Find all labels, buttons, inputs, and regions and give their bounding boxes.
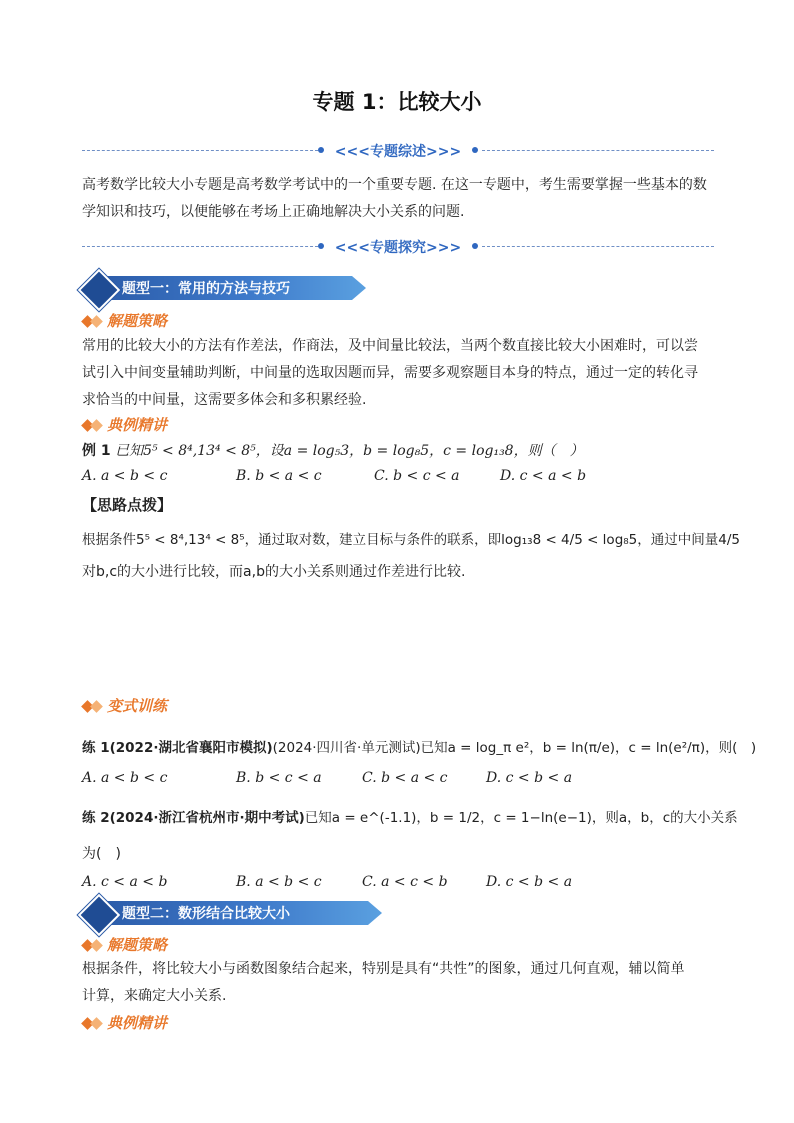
hint-line: 根据条件5⁵ < 8⁴,13⁴ < 8⁵，通过取对数，建立目标与条件的联系，即log₁₃8 < 4/5 < log₈5，通过中间量4/5: [82, 532, 740, 548]
strategy-line: 试引入中间变量辅助判断，中间量的选取因题而异，需要多观察题目本身的特点，通过一定的转化寻: [82, 365, 698, 381]
hint-heading: 【思路点拨】: [82, 496, 173, 514]
example-heading-text: 典例精讲: [107, 1014, 168, 1032]
practice2-stem: [82, 806, 738, 826]
strategy-paragraph: [82, 333, 714, 414]
practice1-stem: [82, 736, 756, 756]
section-divider-overview: [82, 141, 714, 161]
diamond-icon: [78, 894, 120, 936]
option-b: B. b < c < a: [236, 770, 322, 786]
overview-line: 高考数学比较大小专题是高考数学考试中的一个重要专题. 在这一专题中，考生需要掌握一些基本的数: [82, 177, 707, 193]
double-diamond-icon: [82, 1018, 104, 1030]
practice1-options: [82, 770, 714, 790]
double-diamond-icon: [82, 701, 104, 713]
diamond-icon: [78, 269, 120, 311]
strategy-line: 求恰当的中间量，这需要多体会和多积累经验.: [82, 392, 367, 408]
example-heading-2: [82, 1012, 167, 1034]
practice2-stem-cont: 为( ): [82, 846, 121, 862]
variant-heading-text: 变式训练: [107, 697, 168, 715]
practice-text: 已知a = e^(-1.1)，b = 1/2，c = 1−ln(e−1)，则a，b，c的大小关系: [304, 810, 738, 826]
practice2-options: [82, 874, 714, 894]
option-a: A. a < b < c: [82, 770, 168, 786]
option-a: A. a < b < c: [82, 468, 168, 484]
type1-banner: [82, 273, 366, 303]
example-heading-text: 典例精讲: [107, 416, 168, 434]
practice-source: (2024·浙江省杭州市·期中考试): [109, 810, 305, 826]
example-label: 例 1: [82, 443, 111, 459]
strategy-heading-text: 解题策略: [107, 312, 168, 330]
strategy-line: 根据条件，将比较大小与函数图象结合起来，特别是具有“共性”的图象，通过几何直观，辅以简单: [82, 961, 685, 977]
practice-source: (2022·湖北省襄阳市模拟): [109, 740, 273, 756]
overview-line: 学知识和技巧，以便能够在考场上正确地解决大小关系的问题.: [82, 204, 465, 220]
strategy-heading: [82, 310, 167, 332]
double-diamond-icon: [82, 940, 104, 952]
section-label: <<<专题综述>>>: [334, 144, 462, 160]
practice-label: 练 1: [82, 740, 110, 756]
banner-text: 题型二：数形结合比较大小: [122, 906, 290, 922]
option-a: A. c < a < b: [82, 874, 168, 890]
example1-options: [82, 468, 714, 488]
option-d: D. c < b < a: [486, 874, 573, 890]
option-b: B. b < a < c: [236, 468, 322, 484]
double-diamond-icon: [82, 316, 104, 328]
option-b: B. a < b < c: [236, 874, 322, 890]
option-c: C. a < c < b: [362, 874, 448, 890]
banner-text: 题型一：常用的方法与技巧: [122, 281, 290, 297]
option-d: D. c < a < b: [500, 468, 587, 484]
strategy-paragraph-2: [82, 956, 714, 1010]
strategy-heading-2: [82, 934, 167, 956]
section-divider-explore: [82, 237, 714, 257]
example-text: 已知5⁵ < 8⁴,13⁴ < 8⁵，设a = log₅3，b = log₈5，c = log₁₃8，则（ ）: [115, 443, 584, 459]
page-title: 专题 1：比较大小: [312, 90, 482, 114]
double-diamond-icon: [82, 420, 104, 432]
example-heading: [82, 414, 167, 436]
hint-paragraph: [82, 524, 740, 588]
option-c: C. b < a < c: [362, 770, 448, 786]
practice-text: (2024·四川省·单元测试)已知a = log_π e²，b = ln(π/e)，c = ln(e²/π)，则( ): [272, 740, 757, 756]
option-d: D. c < b < a: [486, 770, 573, 786]
option-c: C. b < c < a: [374, 468, 460, 484]
strategy-line: 常用的比较大小的方法有作差法，作商法，及中间量比较法，当两个数直接比较大小困难时，可以尝: [82, 338, 698, 354]
example1-stem: [82, 440, 584, 460]
hint-line: 对b,c的大小进行比较，而a,b的大小关系则通过作差进行比较.: [82, 564, 466, 580]
section-label: <<<专题探究>>>: [334, 240, 462, 256]
practice-label: 练 2: [82, 810, 110, 826]
type2-banner: [82, 898, 382, 928]
strategy-heading-text: 解题策略: [107, 936, 168, 954]
strategy-line: 计算，来确定大小关系.: [82, 988, 227, 1004]
overview-paragraph: [82, 172, 714, 226]
variant-heading: [82, 695, 167, 717]
